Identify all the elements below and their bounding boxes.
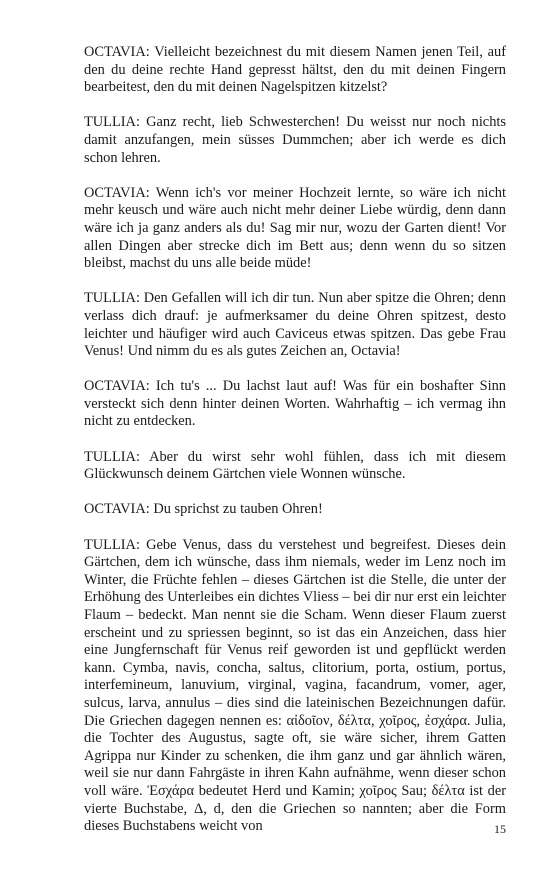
- dialogue-paragraph: OCTAVIA: Ich tu's ... Du lachst laut auf! Was für ein boshafter Sinn versteckt sich denn hinter deinen Worten. Wahrhaftig – ich vermag ihn nicht zu entdecken.: [84, 378, 506, 430]
- page-number: 15: [494, 822, 506, 836]
- dialogue-paragraph: OCTAVIA: Wenn ich's vor meiner Hochzeit lernte, so wäre ich nicht mehr keusch und wäre auch nicht mehr deiner Liebe würdig, denn dann wäre ich ja ganz anders als du! Sag mir nur, wozu der Garten dient! Vor allen Dingen aber strecke dich im Bett aus; denn wenn du so sitzen bleibst, machst du uns alle beide müde!: [84, 184, 506, 272]
- dialogue-paragraph: TULLIA: Ganz recht, lieb Schwesterchen! Du weisst nur noch nichts damit anzufangen, mein süsses Dummchen; aber ich werde es dich schon lehren.: [84, 114, 506, 166]
- dialogue-paragraph: TULLIA: Gebe Venus, dass du verstehest und begreifest. Dieses dein Gärtchen, dem ich wünsche, dass ihm niemals, weder im Lenz noch im Winter, die Früchte fehlen – dieses Gärtchen ist die Stelle, die unter der Erhöhung des Unterleibes ein dichtes Vliess – bei dir nur erst ein leichter Flaum – bedeckt. Man nennt sie die Scham. Wenn dieser Flaum zuerst erscheint und zu spriessen beginnt, so ist das ein Anzeichen, dass hier eine Jungfernschaft für Venus reif geworden ist und gepflückt werden kann. Cymba, navis, concha, saltus, clitorium, porta, ostium, portus, interfemineum, lanuvium, virginal, vagina, facandrum, vomer, ager, sulcus, larva, annulus – dies sind die lateinischen Bezeichnungen dafür. Die Griechen dagegen nennen es: αἰδοῖον, δέλτα, χοῖρος, ἐσχάρα. Julia, die Tochter des Augustus, sagte oft, sie wäre sicher, ihrem Gatten Agrippa nur Kinder zu schenken, die ihm ganz und gar ähnlich wären, weil sie nur dann Fahrgäste in ihren Kahn aufnähme, wenn dieser schon voll wäre. Ἐσχάρα bedeutet Herd und Kamin; χοῖρος Sau; δέλτα ist der vierte Buchstabe, Δ, d, den die Griechen so nannten; aber die Form dieses Buchstabens weicht von: [84, 536, 506, 835]
- dialogue-paragraph: TULLIA: Aber du wirst sehr wohl fühlen, dass ich mit diesem Glückwunsch deinem Gärtchen viele Wonnen wünsche.: [84, 448, 506, 483]
- dialogue-paragraph: TULLIA: Den Gefallen will ich dir tun. Nun aber spitze die Ohren; denn verlass dich drauf: je aufmerksamer du deine Ohren spitzest, desto leichter und häufiger wird auch Caviceus etwas spitzen. Das gebe Frau Venus! Und nimm du es als gutes Zeichen an, Octavia!: [84, 290, 506, 360]
- page-body: [84, 44, 506, 853]
- dialogue-paragraph: OCTAVIA: Du sprichst zu tauben Ohren!: [84, 501, 323, 518]
- dialogue-paragraph: OCTAVIA: Vielleicht bezeichnest du mit diesem Namen jenen Teil, auf den du deine rechte Hand gepresst hältst, den du mit deinen Fingern bearbeitest, den du mit deinen Nagelspitzen kitzelst?: [84, 44, 506, 96]
